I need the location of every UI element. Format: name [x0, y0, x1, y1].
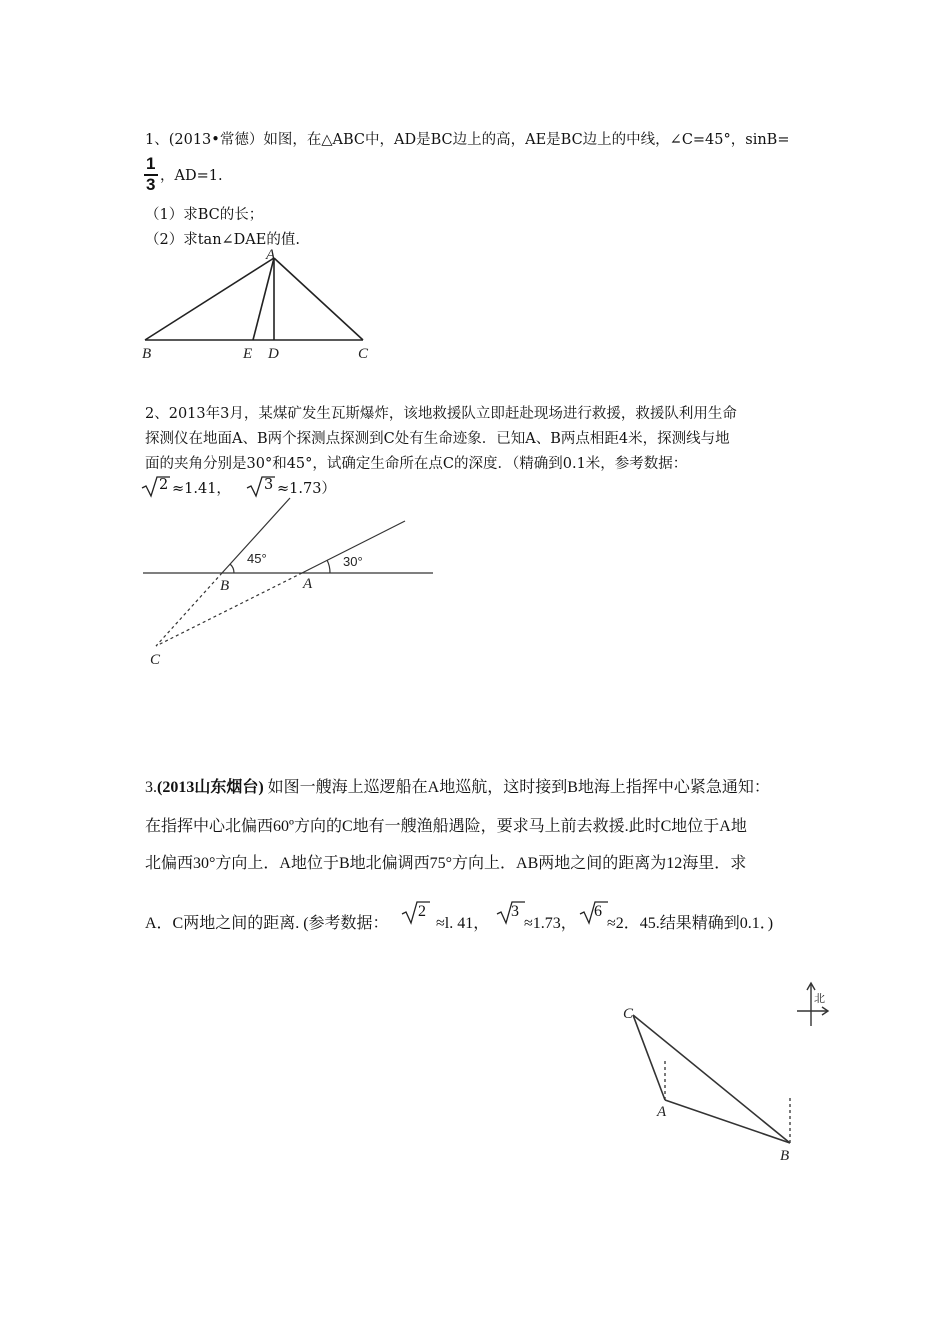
q1-label-a: A — [266, 247, 276, 263]
q1-segment-ab — [145, 258, 274, 340]
q2-sqrt3-radicand: 3 — [264, 477, 274, 493]
q3-line1 — [145, 774, 770, 797]
q3-sqrt3-radicand: 3 — [511, 903, 519, 920]
q1-label-c: C — [358, 346, 369, 362]
q3-segment-ab — [665, 1100, 790, 1143]
q2-angle-arc-30 — [327, 560, 330, 573]
q3-line3: 北偏西30°方向上．A地位于B地北偏调西75°方向上．AB两地之间的距离为12海里．求 — [145, 855, 747, 872]
q1-label-b: B — [142, 346, 152, 362]
q1-fraction-denominator: 3 — [146, 175, 156, 194]
q1-part1: （1）求BC的长； — [145, 207, 264, 223]
q2-angle-45: 45° — [247, 551, 267, 566]
q2-label-b: B — [220, 578, 230, 594]
q2-label-a: A — [303, 576, 313, 592]
q3-navigation-figure — [615, 980, 845, 1164]
q3-label-b: B — [780, 1148, 790, 1164]
q2-sqrt2-radicand: 2 — [159, 477, 169, 493]
q3-sqrt6-symbol — [578, 900, 608, 926]
q3-label-c: C — [623, 1006, 634, 1022]
q3-line4-c: ≈1.73， — [524, 915, 577, 932]
q1-segment-ac — [274, 258, 363, 340]
q3-sqrt6-radicand: 6 — [594, 903, 602, 920]
q3-line2: 在指挥中心北偏西60º方向的C地有一艘渔船遇险，要求马上前去救援.此时C地位于A地 — [145, 818, 747, 835]
q1-line1: 1、(2013•常德）如图，在△ABC中，AD是BC边上的高，AE是BC边上的中线，∠C=45°，sinB= — [145, 132, 790, 148]
q3-north-label: 北 — [814, 993, 825, 1005]
q3-sqrt3-symbol — [495, 900, 525, 926]
q1-triangle-figure — [135, 248, 395, 363]
q2-sqrt2-value: ≈1.41， — [172, 481, 231, 497]
q3-sqrt2-radicand: 2 — [418, 903, 426, 920]
q1-label-e: E — [243, 346, 253, 362]
q2-line1: 2、2013年3月，某煤矿发生瓦斯爆炸，该地救援队立即赶赴现场进行救援，救援队利用生命 — [145, 406, 737, 422]
q3-label-a: A — [657, 1104, 667, 1120]
q1-label-d: D — [268, 346, 279, 362]
q2-line3: 面的夹角分别是30°和45°，试确定生命所在点C的深度．（精确到0.1米，参考数据： — [145, 456, 688, 472]
q3-line4-d: ≈2．45.结果精确到0.1．) — [607, 915, 774, 932]
q2-dashed-bc — [156, 573, 222, 646]
q3-number: 3. — [145, 779, 157, 796]
q3-line1-text: 如图一艘海上巡逻船在A地巡航，这时接到B地海上指挥中心紧急通知： — [263, 779, 770, 796]
q3-line4-b: ≈l. 41， — [436, 915, 490, 932]
q1-segment-ae — [253, 258, 274, 340]
q2-label-c: C — [150, 652, 161, 668]
q2-angle-30: 30° — [343, 554, 363, 569]
q2-sqrt3-value: ≈1.73） — [277, 481, 336, 497]
q3-line4-a: A．C两地之间的距离. (参考数据： — [145, 915, 389, 932]
q2-rescue-figure — [140, 493, 440, 668]
q1-fraction-numerator: 1 — [146, 154, 156, 173]
q1-part2: （2）求tan∠DAE的值. — [145, 232, 300, 248]
q2-angle-arc-45 — [230, 564, 234, 573]
q2-line2: 探测仪在地面A、B两个探测点探测到C处有生命迹象．已知A、B两点相距4米，探测线与地 — [145, 431, 730, 447]
q1-line2-tail: ，AD=1. — [160, 168, 223, 184]
q3-source: (2013山东烟台) — [157, 779, 264, 796]
